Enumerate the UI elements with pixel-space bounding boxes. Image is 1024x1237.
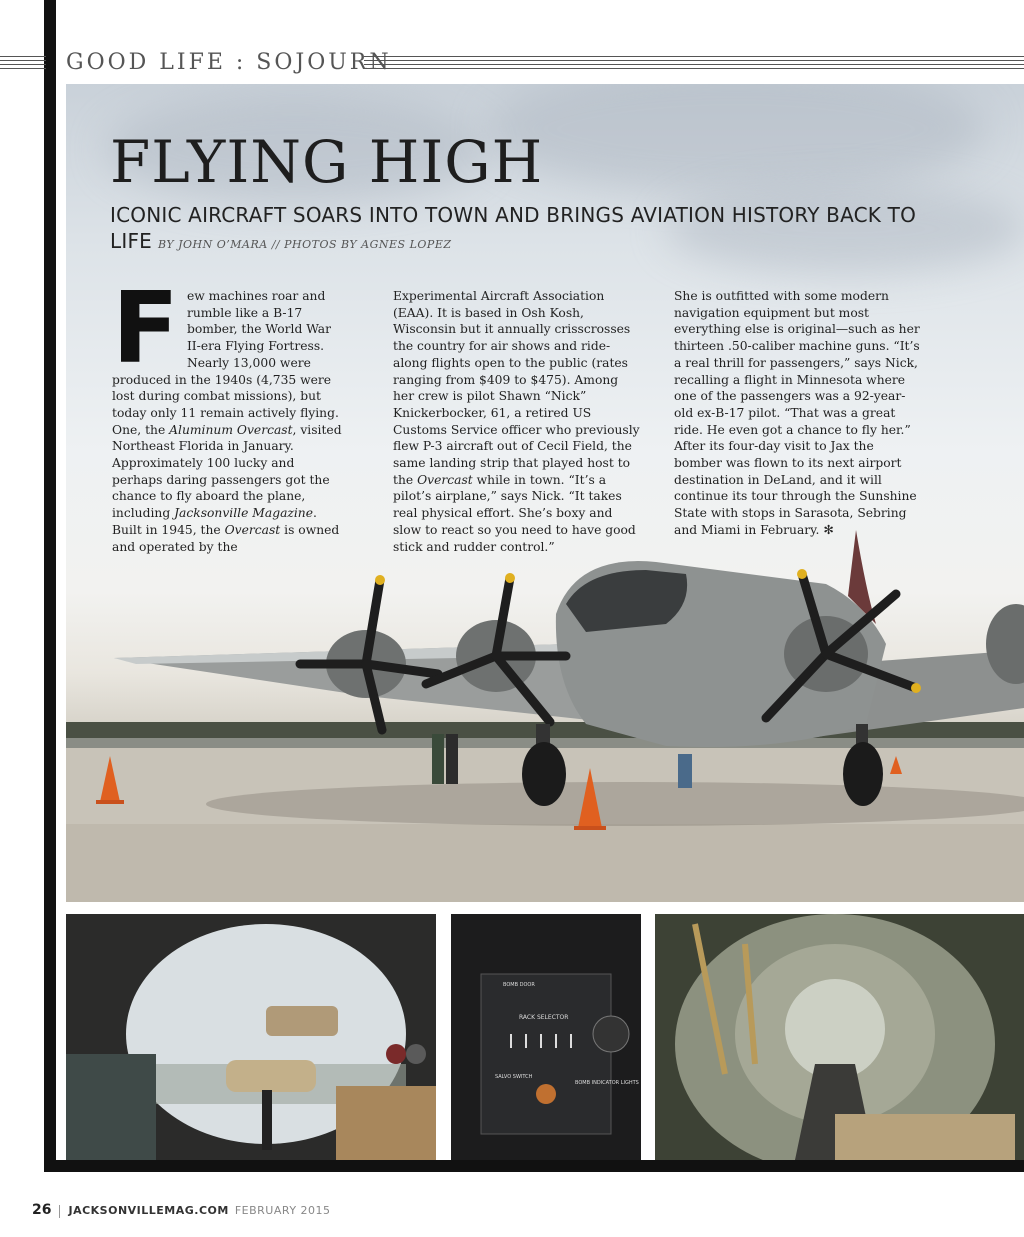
section-header-lines-left xyxy=(0,56,46,72)
col3-text: She is outfitted with some modern navigation equipment but most everything else is original—such as her thirteen .50-caliber machine guns. “It’s a real thrill for passengers,” says Nick, recalling a flight in Minnesota where one of the passengers was a 92-year-old ex-B-17 pilot. “That was a great ride. He even got a chance to fly her.” After its four-day visit to Jax the bomber was flown to its next airport destination in DeLand, and it will continue its tour through the Sunshine State with stops in Sarasota, Sebring and Miami in February. xyxy=(674,289,920,537)
col1-text-c: . Built in 1945, the xyxy=(112,506,317,537)
article-column-3 xyxy=(674,288,924,539)
page-footer xyxy=(32,1202,331,1218)
photo-bomb-control-panel xyxy=(451,914,641,1160)
footer-divider xyxy=(59,1205,60,1218)
panel-label-salvo-switch: SALVO SWITCH xyxy=(495,1074,533,1080)
col2-text-a: Experimental Aircraft Association (EAA). It is based in Osh Kosh, Wisconsin but it annually crisscrosses the country for air shows and ride-along flights open to the public (rates ranging from $409 to $475). Among her crew is pilot Shawn “Nick” Knickerbocker, 61, a retired US Customs Service officer who previously flew P-3 aircraft out of Cecil Field, the same landing strip that played host to the xyxy=(393,289,640,487)
col1-text-d: is owned and operated by the xyxy=(112,522,340,554)
page-number: 26 xyxy=(32,1202,52,1218)
section-header: GOOD LIFE : SOJOURN xyxy=(66,50,392,75)
section-header-lines-right xyxy=(364,56,1024,72)
col1-text-a: ew machines roar and rumble like a B-17 bomber, the World War II-era Flying Fortress. Nearly 13,000 were produced in the 1940s (4,735 were lost during combat missions), but today only 11 remain actively flying. One, the xyxy=(112,289,339,437)
article-subtitle xyxy=(110,202,970,258)
article-column-2 xyxy=(393,288,643,555)
bottom-black-rule xyxy=(44,1160,1024,1172)
byline: BY JOHN O’MARA // PHOTOS BY AGNES LOPEZ xyxy=(157,238,452,251)
photo-nose-gunner-seat xyxy=(66,914,436,1160)
dropcap: F xyxy=(112,272,179,386)
col1-italic-1: Aluminum Overcast xyxy=(169,422,293,437)
col1-text-b: , visited Northeast Florida in January. Approximately 100 lucky and perhaps daring passengers got the chance to fly aboard the plane, including xyxy=(112,422,342,521)
subtitle-text: ICONIC AIRCRAFT SOARS INTO TOWN AND BRINGS AVIATION HISTORY BACK TO LIFE xyxy=(110,203,917,253)
article-title: FLYING HIGH xyxy=(110,128,544,196)
col1-italic-3: Overcast xyxy=(224,522,281,537)
article-column-1 xyxy=(112,272,344,555)
col2-text-b: while in town. “It’s a pilot’s airplane,” says Nick. “It takes real physical effort. She’s boxy and slow to react so you need to have good stick and rudder control.” xyxy=(393,472,636,554)
panel-label-bomb-indicator: BOMB INDICATOR LIGHTS xyxy=(575,1080,639,1086)
footer-date: FEBRUARY 2015 xyxy=(234,1204,331,1217)
panel-label-rack-selector: RACK SELECTOR xyxy=(519,1014,569,1021)
panel-label-bomb-door: BOMB DOOR xyxy=(503,982,535,988)
photo-fuselage-interior xyxy=(655,914,1024,1160)
col2-italic-1: Overcast xyxy=(417,472,473,487)
end-mark: ✻ xyxy=(823,522,834,537)
col1-italic-2: Jacksonville Magazine xyxy=(174,506,314,521)
left-black-rule xyxy=(44,0,56,1172)
footer-site: JACKSONVILLEMAG.COM xyxy=(68,1204,229,1217)
